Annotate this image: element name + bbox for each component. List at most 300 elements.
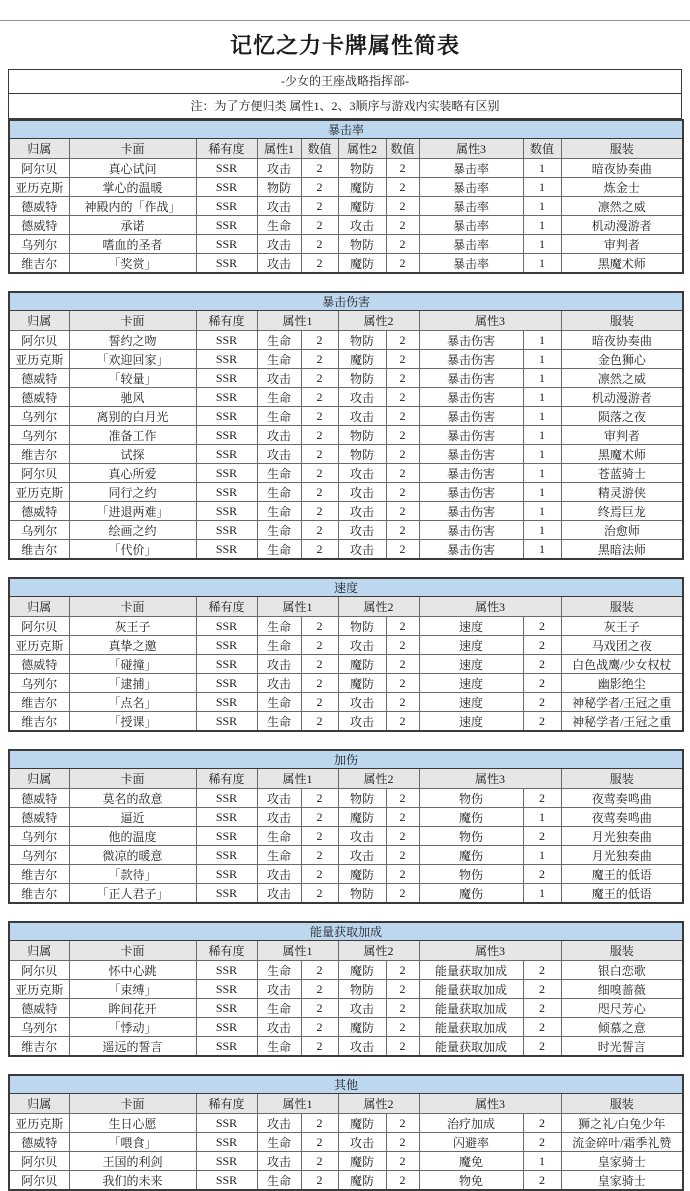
cell-val1: 2 xyxy=(301,961,338,980)
cell-val3: 2 xyxy=(523,693,561,712)
cell-rarity: SSR xyxy=(196,445,257,464)
cell-val2: 2 xyxy=(386,693,419,712)
cell-attr2: 物防 xyxy=(338,159,386,178)
cell-owner: 德威特 xyxy=(9,216,69,235)
section-title: 其他 xyxy=(9,1075,683,1094)
cell-owner: 德威特 xyxy=(9,388,69,407)
cell-attr3: 速度 xyxy=(419,674,523,693)
cell-val3: 2 xyxy=(523,827,561,846)
cell-val2: 2 xyxy=(386,197,419,216)
cell-outfit: 精灵游侠 xyxy=(561,483,683,502)
table-row xyxy=(9,216,683,235)
cell-outfit: 暗夜协奏曲 xyxy=(561,159,683,178)
cell-val3: 2 xyxy=(523,674,561,693)
column-header: 稀有度 xyxy=(196,139,257,159)
cell-attr1: 攻击 xyxy=(257,426,301,445)
cell-outfit: 细嗅蔷薇 xyxy=(561,980,683,999)
cell-attr2: 魔防 xyxy=(338,1114,386,1133)
section-title: 加伤 xyxy=(9,750,683,769)
cell-attr1: 攻击 xyxy=(257,674,301,693)
cell-attr3: 速度 xyxy=(419,712,523,732)
cell-owner: 维吉尔 xyxy=(9,865,69,884)
column-header-row xyxy=(9,769,683,789)
cell-attr2: 攻击 xyxy=(338,483,386,502)
cell-outfit: 灰王子 xyxy=(561,617,683,636)
cell-val2: 2 xyxy=(386,789,419,808)
table-row xyxy=(9,617,683,636)
table-row xyxy=(9,521,683,540)
cell-attr3: 能量获取加成 xyxy=(419,1018,523,1037)
cell-val2: 2 xyxy=(386,674,419,693)
cell-attr2: 攻击 xyxy=(338,846,386,865)
cell-val3: 1 xyxy=(523,808,561,827)
cell-attr3: 速度 xyxy=(419,636,523,655)
cell-val3: 2 xyxy=(523,980,561,999)
cell-owner: 德威特 xyxy=(9,1133,69,1152)
cell-val1: 2 xyxy=(301,1171,338,1191)
section-table xyxy=(8,577,684,732)
cell-val1: 2 xyxy=(301,350,338,369)
cell-card: 「碰撞」 xyxy=(69,655,196,674)
cell-outfit: 黑魔术师 xyxy=(561,254,683,274)
cell-val1: 2 xyxy=(301,693,338,712)
cell-outfit: 机动漫游者 xyxy=(561,216,683,235)
cell-attr3: 暴击伤害 xyxy=(419,464,523,483)
cell-owner: 阿尔贝 xyxy=(9,464,69,483)
cell-attr1: 生命 xyxy=(257,999,301,1018)
cell-card: 「奖赏」 xyxy=(69,254,196,274)
cell-val1: 2 xyxy=(301,980,338,999)
cell-attr2: 攻击 xyxy=(338,388,386,407)
column-header: 归属 xyxy=(9,1094,69,1114)
cell-attr2: 攻击 xyxy=(338,693,386,712)
cell-owner: 德威特 xyxy=(9,808,69,827)
cell-card: 王国的利剑 xyxy=(69,1152,196,1171)
cell-card: 同行之约 xyxy=(69,483,196,502)
table-row xyxy=(9,178,683,197)
cell-attr1: 攻击 xyxy=(257,789,301,808)
cell-rarity: SSR xyxy=(196,178,257,197)
column-header: 属性1 xyxy=(257,597,338,617)
cell-val1: 2 xyxy=(301,521,338,540)
column-header: 属性2 xyxy=(338,1094,419,1114)
cell-attr1: 生命 xyxy=(257,464,301,483)
cell-attr1: 生命 xyxy=(257,617,301,636)
cell-attr1: 生命 xyxy=(257,407,301,426)
section-table xyxy=(8,119,684,274)
cell-val3: 2 xyxy=(523,1171,561,1191)
cell-outfit: 机动漫游者 xyxy=(561,388,683,407)
cell-rarity: SSR xyxy=(196,789,257,808)
cell-val3: 1 xyxy=(523,235,561,254)
cell-val3: 2 xyxy=(523,1037,561,1057)
table-row xyxy=(9,1037,683,1057)
cell-val2: 2 xyxy=(386,159,419,178)
cell-val2: 2 xyxy=(386,712,419,732)
cell-val1: 2 xyxy=(301,407,338,426)
cell-outfit: 幽影绝尘 xyxy=(561,674,683,693)
cell-outfit: 马戏团之夜 xyxy=(561,636,683,655)
cell-val2: 2 xyxy=(386,369,419,388)
cell-val2: 2 xyxy=(386,426,419,445)
table-row xyxy=(9,483,683,502)
cell-val3: 1 xyxy=(523,502,561,521)
cell-rarity: SSR xyxy=(196,464,257,483)
column-header: 归属 xyxy=(9,311,69,331)
cell-val1: 2 xyxy=(301,159,338,178)
cell-attr3: 速度 xyxy=(419,617,523,636)
cell-card: 逼近 xyxy=(69,808,196,827)
cell-val3: 1 xyxy=(523,197,561,216)
cell-owner: 维吉尔 xyxy=(9,712,69,732)
cell-attr2: 魔防 xyxy=(338,1171,386,1191)
table-row xyxy=(9,197,683,216)
table-row xyxy=(9,712,683,732)
cell-attr1: 攻击 xyxy=(257,197,301,216)
cell-card: 灰王子 xyxy=(69,617,196,636)
cell-card: 承诺 xyxy=(69,216,196,235)
cell-attr3: 暴击伤害 xyxy=(419,388,523,407)
cell-owner: 阿尔贝 xyxy=(9,617,69,636)
table-row xyxy=(9,254,683,274)
column-header: 属性3 xyxy=(419,769,561,789)
cell-attr3: 暴击率 xyxy=(419,159,523,178)
cell-val1: 2 xyxy=(301,483,338,502)
cell-val2: 2 xyxy=(386,655,419,674)
column-header: 服装 xyxy=(561,769,683,789)
cell-val1: 2 xyxy=(301,712,338,732)
cell-attr3: 物伤 xyxy=(419,789,523,808)
cell-card: 「进退两难」 xyxy=(69,502,196,521)
cell-val1: 2 xyxy=(301,331,338,350)
column-header: 卡面 xyxy=(69,597,196,617)
column-header: 属性1 xyxy=(257,1094,338,1114)
cell-attr1: 生命 xyxy=(257,712,301,732)
cell-val1: 2 xyxy=(301,655,338,674)
column-header: 卡面 xyxy=(69,941,196,961)
cell-outfit: 凛然之威 xyxy=(561,369,683,388)
cell-owner: 乌列尔 xyxy=(9,827,69,846)
cell-owner: 维吉尔 xyxy=(9,445,69,464)
cell-rarity: SSR xyxy=(196,331,257,350)
cell-val3: 2 xyxy=(523,865,561,884)
cell-owner: 德威特 xyxy=(9,197,69,216)
cell-attr2: 物防 xyxy=(338,426,386,445)
cell-rarity: SSR xyxy=(196,540,257,560)
cell-attr1: 生命 xyxy=(257,846,301,865)
cell-val2: 2 xyxy=(386,1152,419,1171)
cell-card: 他的温度 xyxy=(69,827,196,846)
cell-rarity: SSR xyxy=(196,388,257,407)
cell-owner: 亚历克斯 xyxy=(9,483,69,502)
cell-owner: 德威特 xyxy=(9,655,69,674)
cell-card: 眸间花开 xyxy=(69,999,196,1018)
cell-val2: 2 xyxy=(386,827,419,846)
cell-attr1: 生命 xyxy=(257,693,301,712)
cell-val2: 2 xyxy=(386,1037,419,1057)
cell-val2: 2 xyxy=(386,808,419,827)
cell-val3: 1 xyxy=(523,159,561,178)
table-row xyxy=(9,369,683,388)
cell-attr3: 物伤 xyxy=(419,865,523,884)
cell-owner: 亚历克斯 xyxy=(9,980,69,999)
cell-attr3: 能量获取加成 xyxy=(419,961,523,980)
cell-outfit: 炼金士 xyxy=(561,178,683,197)
table-row xyxy=(9,407,683,426)
cell-owner: 维吉尔 xyxy=(9,1037,69,1057)
cell-card: 「点名」 xyxy=(69,693,196,712)
cell-attr1: 生命 xyxy=(257,216,301,235)
cell-val2: 2 xyxy=(386,884,419,904)
cell-attr3: 暴击伤害 xyxy=(419,521,523,540)
cell-val1: 2 xyxy=(301,884,338,904)
cell-owner: 维吉尔 xyxy=(9,254,69,274)
table-row xyxy=(9,426,683,445)
cell-outfit: 金色狮心 xyxy=(561,350,683,369)
section-title-bar xyxy=(9,1075,683,1094)
cell-card: 莫名的敌意 xyxy=(69,789,196,808)
cell-attr1: 生命 xyxy=(257,1171,301,1191)
cell-attr2: 物防 xyxy=(338,980,386,999)
column-header: 数值 xyxy=(386,139,419,159)
cell-outfit: 凛然之威 xyxy=(561,197,683,216)
cell-card: 「授课」 xyxy=(69,712,196,732)
cell-rarity: SSR xyxy=(196,808,257,827)
table-row xyxy=(9,1018,683,1037)
cell-attr2: 攻击 xyxy=(338,521,386,540)
cell-outfit: 银白恋歌 xyxy=(561,961,683,980)
cell-attr2: 攻击 xyxy=(338,1037,386,1057)
table-row xyxy=(9,331,683,350)
cell-val3: 1 xyxy=(523,178,561,197)
table-row xyxy=(9,808,683,827)
sections-container xyxy=(8,119,682,1191)
cell-rarity: SSR xyxy=(196,655,257,674)
cell-attr1: 攻击 xyxy=(257,159,301,178)
column-header-row xyxy=(9,139,683,159)
column-header: 属性3 xyxy=(419,139,523,159)
table-row xyxy=(9,674,683,693)
cell-val1: 2 xyxy=(301,808,338,827)
cell-rarity: SSR xyxy=(196,235,257,254)
cell-val3: 1 xyxy=(523,426,561,445)
cell-val3: 1 xyxy=(523,884,561,904)
cell-attr3: 暴击伤害 xyxy=(419,350,523,369)
cell-val1: 2 xyxy=(301,999,338,1018)
cell-owner: 德威特 xyxy=(9,502,69,521)
column-header-row xyxy=(9,941,683,961)
cell-card: 怀中心跳 xyxy=(69,961,196,980)
column-header: 稀有度 xyxy=(196,941,257,961)
cell-owner: 乌列尔 xyxy=(9,521,69,540)
cell-val3: 1 xyxy=(523,483,561,502)
cell-attr3: 暴击率 xyxy=(419,178,523,197)
cell-attr1: 生命 xyxy=(257,502,301,521)
cell-rarity: SSR xyxy=(196,1037,257,1057)
table-row xyxy=(9,502,683,521)
cell-rarity: SSR xyxy=(196,197,257,216)
column-header: 归属 xyxy=(9,597,69,617)
cell-attr3: 暴击伤害 xyxy=(419,445,523,464)
cell-outfit: 皇家骑士 xyxy=(561,1152,683,1171)
section-table xyxy=(8,921,684,1057)
cell-attr1: 生命 xyxy=(257,521,301,540)
column-header: 属性3 xyxy=(419,1094,561,1114)
cell-val2: 2 xyxy=(386,540,419,560)
cell-val2: 2 xyxy=(386,846,419,865)
cell-card: 「逮捕」 xyxy=(69,674,196,693)
column-header: 属性2 xyxy=(338,941,419,961)
column-header: 属性1 xyxy=(257,769,338,789)
cell-outfit: 魔王的低语 xyxy=(561,884,683,904)
table-row xyxy=(9,789,683,808)
cell-outfit: 皇家骑士 xyxy=(561,1171,683,1191)
cell-rarity: SSR xyxy=(196,407,257,426)
table-row xyxy=(9,350,683,369)
cell-val2: 2 xyxy=(386,407,419,426)
cell-rarity: SSR xyxy=(196,884,257,904)
cell-val1: 2 xyxy=(301,235,338,254)
cell-attr1: 攻击 xyxy=(257,884,301,904)
cell-val3: 1 xyxy=(523,540,561,560)
cell-val2: 2 xyxy=(386,961,419,980)
cell-rarity: SSR xyxy=(196,636,257,655)
cell-owner: 亚历克斯 xyxy=(9,178,69,197)
cell-val2: 2 xyxy=(386,388,419,407)
column-header: 属性2 xyxy=(338,597,419,617)
column-header: 卡面 xyxy=(69,311,196,331)
cell-val2: 2 xyxy=(386,1114,419,1133)
cell-owner: 阿尔贝 xyxy=(9,159,69,178)
cell-val2: 2 xyxy=(386,1171,419,1191)
cell-owner: 亚历克斯 xyxy=(9,636,69,655)
cell-attr2: 魔防 xyxy=(338,961,386,980)
cell-attr3: 闪避率 xyxy=(419,1133,523,1152)
cell-rarity: SSR xyxy=(196,1114,257,1133)
cell-card: 真挚之邀 xyxy=(69,636,196,655)
cell-attr3: 物伤 xyxy=(419,827,523,846)
cell-card: 生日心愿 xyxy=(69,1114,196,1133)
section-title: 暴击伤害 xyxy=(9,292,683,311)
cell-attr2: 魔防 xyxy=(338,178,386,197)
column-header: 卡面 xyxy=(69,139,196,159)
cell-attr3: 暴击伤害 xyxy=(419,502,523,521)
cell-attr3: 暴击率 xyxy=(419,216,523,235)
cell-card: 准备工作 xyxy=(69,426,196,445)
cell-val2: 2 xyxy=(386,464,419,483)
cell-val1: 2 xyxy=(301,865,338,884)
cell-attr2: 攻击 xyxy=(338,407,386,426)
cell-val2: 2 xyxy=(386,350,419,369)
cell-attr1: 生命 xyxy=(257,483,301,502)
cell-card: 绘画之约 xyxy=(69,521,196,540)
cell-val2: 2 xyxy=(386,617,419,636)
cell-owner: 德威特 xyxy=(9,369,69,388)
cell-outfit: 黑魔术师 xyxy=(561,445,683,464)
column-header: 属性1 xyxy=(257,311,338,331)
cell-attr3: 暴击率 xyxy=(419,235,523,254)
cell-attr2: 攻击 xyxy=(338,1133,386,1152)
table-row xyxy=(9,999,683,1018)
cell-owner: 维吉尔 xyxy=(9,884,69,904)
cell-attr1: 生命 xyxy=(257,1133,301,1152)
section-gap xyxy=(8,1057,682,1074)
cell-val1: 2 xyxy=(301,827,338,846)
cell-attr1: 生命 xyxy=(257,350,301,369)
cell-attr2: 物防 xyxy=(338,789,386,808)
cell-val2: 2 xyxy=(386,999,419,1018)
section-gap xyxy=(8,274,682,291)
cell-val1: 2 xyxy=(301,846,338,865)
cell-outfit: 狮之礼/白兔少年 xyxy=(561,1114,683,1133)
column-header: 服装 xyxy=(561,941,683,961)
cell-attr2: 物防 xyxy=(338,884,386,904)
column-header-row xyxy=(9,1094,683,1114)
page-subtitle: -少女的王座战略指挥部- xyxy=(8,69,682,93)
cell-attr1: 攻击 xyxy=(257,1114,301,1133)
cell-rarity: SSR xyxy=(196,617,257,636)
table-row xyxy=(9,655,683,674)
cell-attr3: 速度 xyxy=(419,655,523,674)
cell-rarity: SSR xyxy=(196,1152,257,1171)
cell-card: 「代价」 xyxy=(69,540,196,560)
column-header: 稀有度 xyxy=(196,769,257,789)
column-header: 稀有度 xyxy=(196,1094,257,1114)
cell-attr1: 攻击 xyxy=(257,445,301,464)
cell-val3: 1 xyxy=(523,369,561,388)
cell-val3: 2 xyxy=(523,617,561,636)
cell-attr2: 攻击 xyxy=(338,464,386,483)
cell-attr2: 物防 xyxy=(338,235,386,254)
cell-owner: 维吉尔 xyxy=(9,693,69,712)
cell-val3: 1 xyxy=(523,350,561,369)
page-note: 注：为了方便归类 属性1、2、3顺序与游戏内实装略有区别 xyxy=(8,93,682,119)
cell-owner: 德威特 xyxy=(9,999,69,1018)
cell-attr3: 暴击伤害 xyxy=(419,331,523,350)
cell-attr1: 攻击 xyxy=(257,980,301,999)
table-row xyxy=(9,464,683,483)
top-empty-strip xyxy=(0,0,690,21)
cell-attr1: 攻击 xyxy=(257,369,301,388)
cell-val3: 2 xyxy=(523,789,561,808)
cell-owner: 亚历克斯 xyxy=(9,350,69,369)
cell-val1: 2 xyxy=(301,216,338,235)
cell-val2: 2 xyxy=(386,331,419,350)
column-header: 稀有度 xyxy=(196,311,257,331)
cell-outfit: 终焉巨龙 xyxy=(561,502,683,521)
cell-attr3: 暴击率 xyxy=(419,254,523,274)
cell-card: 「款待」 xyxy=(69,865,196,884)
table-row xyxy=(9,636,683,655)
cell-attr1: 攻击 xyxy=(257,808,301,827)
cell-card: 「正人君子」 xyxy=(69,884,196,904)
table-row xyxy=(9,1133,683,1152)
cell-val2: 2 xyxy=(386,216,419,235)
cell-val3: 1 xyxy=(523,1152,561,1171)
cell-attr1: 生命 xyxy=(257,331,301,350)
cell-val1: 2 xyxy=(301,1018,338,1037)
sheet xyxy=(8,69,682,1191)
cell-rarity: SSR xyxy=(196,254,257,274)
cell-owner: 乌列尔 xyxy=(9,674,69,693)
cell-val1: 2 xyxy=(301,1037,338,1057)
cell-attr1: 生命 xyxy=(257,388,301,407)
cell-attr3: 暴击伤害 xyxy=(419,369,523,388)
cell-rarity: SSR xyxy=(196,502,257,521)
table-row xyxy=(9,1152,683,1171)
cell-attr1: 生命 xyxy=(257,827,301,846)
cell-rarity: SSR xyxy=(196,846,257,865)
